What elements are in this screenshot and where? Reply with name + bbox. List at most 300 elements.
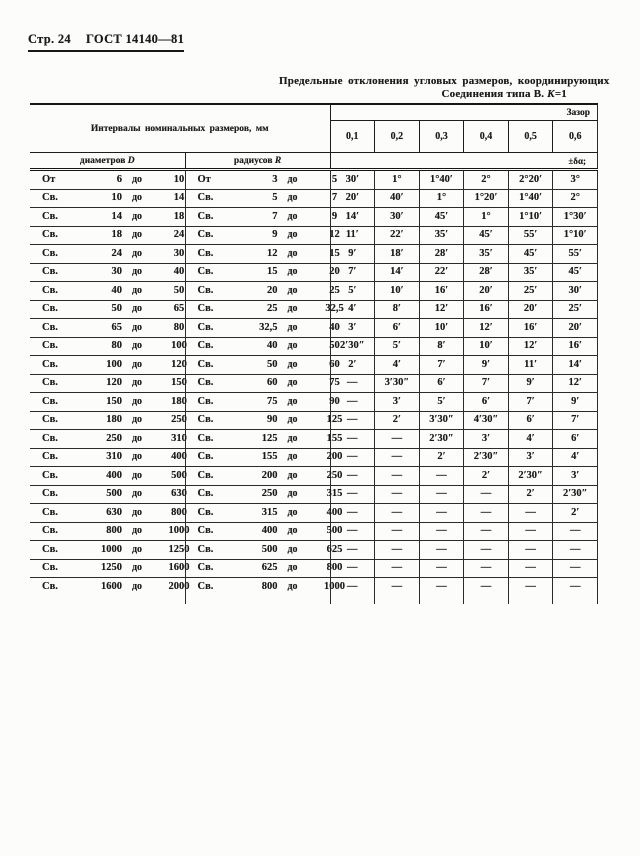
radius-interval-cell-content bbox=[197, 192, 338, 204]
radius-interval-cell-content bbox=[197, 358, 340, 371]
diameter-interval-cell-content bbox=[42, 415, 185, 426]
diameter-interval-cell-content bbox=[42, 230, 185, 241]
radius-interval-cell-content bbox=[197, 340, 340, 352]
interval-prefix: Св. bbox=[197, 395, 214, 407]
interval-from-value: 180 bbox=[106, 414, 122, 425]
interval-prefix: Св. bbox=[197, 340, 214, 351]
interval-prefix: Св. bbox=[42, 451, 58, 462]
interval-from-value: 40 bbox=[267, 340, 278, 351]
deviation-value-cell: 16′ bbox=[464, 300, 509, 319]
interval-to-word: до bbox=[131, 358, 143, 370]
deviation-value-cell: — bbox=[508, 541, 553, 560]
deviation-value-cell: — bbox=[419, 578, 464, 596]
diameter-interval-cell bbox=[30, 411, 185, 430]
diameter-interval-cell bbox=[30, 448, 185, 467]
interval-to-word: до bbox=[287, 173, 298, 185]
diameter-interval-cell bbox=[30, 578, 190, 596]
deviation-value-cell: 2′ bbox=[464, 467, 509, 486]
deviation-value-cell: — bbox=[375, 467, 420, 486]
spacer-cell bbox=[553, 596, 598, 604]
interval-to-value: 50 bbox=[329, 340, 340, 351]
deviation-value-cell: 2′ bbox=[419, 448, 464, 467]
deviation-value-cell: — bbox=[419, 559, 464, 578]
deviation-value-cell: 3′ bbox=[464, 430, 509, 449]
interval-to-word: до bbox=[131, 303, 143, 314]
diameter-interval-cell bbox=[30, 430, 185, 449]
interval-to-value: 80 bbox=[173, 321, 185, 333]
deviation-value-cell: 6′ bbox=[375, 319, 420, 338]
interval-from-value: 500 bbox=[261, 543, 278, 555]
radius-interval-cell bbox=[185, 337, 340, 356]
deviation-value-cell: 12′ bbox=[419, 300, 464, 319]
table-title bbox=[279, 75, 609, 100]
deviation-value-cell: 45′ bbox=[464, 226, 509, 245]
deviation-value-cell: 1° bbox=[419, 189, 464, 208]
interval-from-value: 24 bbox=[111, 247, 122, 259]
diameter-interval-cell bbox=[30, 485, 185, 504]
deviation-value-cell: 9′ bbox=[330, 245, 375, 264]
diameter-interval-cell-content bbox=[42, 471, 185, 482]
deviation-value-cell: — bbox=[464, 504, 509, 523]
interval-to-word: до bbox=[287, 303, 298, 314]
deviation-value-cell: 11′ bbox=[330, 226, 375, 245]
deviation-value-cell: 20′ bbox=[508, 300, 553, 319]
interval-to-value: 40 bbox=[173, 266, 185, 277]
table-row bbox=[30, 467, 598, 486]
radius-interval-cell bbox=[185, 226, 340, 245]
interval-from-value: 50 bbox=[111, 303, 122, 314]
deviation-value-cell: 5′ bbox=[375, 337, 420, 356]
interval-to-value: 800 bbox=[326, 562, 343, 573]
interval-to-value: 630 bbox=[171, 488, 187, 499]
deviation-value-cell: 55′ bbox=[553, 245, 598, 264]
interval-from-value: 10 bbox=[111, 192, 122, 203]
interval-to-word: до bbox=[287, 543, 298, 555]
diameter-interval-cell-content bbox=[42, 525, 190, 537]
spacer-cell bbox=[375, 596, 420, 604]
deviation-value-cell: 45′ bbox=[553, 263, 598, 282]
title-k-symbol: К bbox=[547, 87, 555, 100]
interval-from-value: 315 bbox=[261, 506, 278, 518]
interval-to-value: 30 bbox=[173, 247, 185, 259]
deviation-value-cell: 25′ bbox=[553, 300, 598, 319]
diameter-interval-cell bbox=[30, 282, 185, 301]
deviation-value-cell: 30′ bbox=[330, 170, 375, 190]
deviation-value-cell: 6′ bbox=[508, 411, 553, 430]
interval-to-word: до bbox=[131, 506, 143, 518]
interval-to-value: 120 bbox=[171, 358, 187, 370]
interval-to-value: 1600 bbox=[168, 562, 190, 573]
deviation-value-cell: 2′ bbox=[375, 411, 420, 430]
deviation-value-cell: 9′ bbox=[553, 393, 598, 412]
gap-value-header: 0,2 bbox=[375, 121, 420, 153]
interval-from-value: 80 bbox=[111, 340, 122, 351]
diameter-interval-cell-content bbox=[42, 452, 185, 463]
deviation-value-cell: 1°40′ bbox=[508, 189, 553, 208]
interval-to-word: до bbox=[131, 192, 143, 203]
radii-header-cell bbox=[185, 153, 330, 170]
interval-to-word: до bbox=[131, 395, 143, 407]
deviation-value-cell: 28′ bbox=[464, 263, 509, 282]
interval-to-word: до bbox=[131, 210, 143, 222]
gap-value-header: 0,3 bbox=[419, 121, 464, 153]
radius-interval-cell bbox=[185, 356, 340, 375]
table-row bbox=[30, 504, 598, 523]
interval-prefix: Св. bbox=[197, 266, 214, 277]
deviation-value-cell: 16′ bbox=[419, 282, 464, 301]
title-line2-text: Соединения типа В. bbox=[441, 87, 548, 100]
interval-to-word: до bbox=[287, 340, 298, 351]
deviation-value-cell: 2° bbox=[464, 170, 509, 190]
radius-interval-cell-content bbox=[197, 284, 340, 297]
deviation-value-cell: — bbox=[419, 467, 464, 486]
radius-interval-cell bbox=[185, 485, 343, 504]
deviation-value-cell: 14′ bbox=[375, 263, 420, 282]
interval-to-word: до bbox=[131, 414, 143, 425]
interval-from-value: 155 bbox=[261, 451, 278, 462]
interval-from-value: 65 bbox=[111, 321, 122, 333]
interval-prefix: Св. bbox=[42, 358, 58, 370]
diameter-interval-cell bbox=[30, 393, 185, 412]
interval-to-value: 800 bbox=[171, 506, 187, 518]
page-header bbox=[28, 32, 184, 52]
interval-to-value: 1000 bbox=[324, 580, 345, 592]
radius-interval-cell-content bbox=[197, 525, 343, 537]
spacer-cell bbox=[508, 596, 553, 604]
interval-from-value: 3 bbox=[272, 173, 278, 185]
radius-interval-cell-content bbox=[197, 414, 343, 426]
deviation-value-cell: 1° bbox=[464, 208, 509, 227]
deviation-value-cell: 16′ bbox=[508, 319, 553, 338]
table-row bbox=[30, 448, 598, 467]
deviation-value-cell: 9′ bbox=[508, 374, 553, 393]
interval-to-word: до bbox=[287, 562, 298, 573]
interval-to-word: до bbox=[287, 580, 298, 592]
diameter-interval-cell bbox=[30, 208, 185, 227]
interval-to-value: 60 bbox=[329, 358, 340, 370]
deviation-value-cell: 2′30″ bbox=[508, 467, 553, 486]
deviation-value-cell: — bbox=[553, 522, 598, 541]
interval-to-value: 90 bbox=[329, 395, 340, 407]
deviation-value-cell: 28′ bbox=[419, 245, 464, 264]
interval-to-word: до bbox=[287, 192, 298, 203]
deviation-value-cell: 3′ bbox=[375, 393, 420, 412]
diameter-interval-cell-content bbox=[42, 193, 185, 204]
interval-from-value: 625 bbox=[261, 562, 278, 573]
interval-to-value: 75 bbox=[329, 377, 340, 388]
deviation-value-cell: 2′ bbox=[508, 485, 553, 504]
diameter-interval-cell bbox=[30, 504, 185, 523]
diameter-interval-cell-content bbox=[42, 267, 185, 278]
deviation-value-cell: — bbox=[464, 559, 509, 578]
diameter-interval-cell-content bbox=[42, 397, 185, 408]
interval-from-value: 100 bbox=[106, 358, 122, 370]
interval-from-value: 12 bbox=[267, 247, 278, 259]
header-row-sub bbox=[30, 153, 598, 170]
diameter-symbol: D bbox=[127, 155, 135, 166]
title-k-value: =1 bbox=[554, 87, 567, 100]
interval-prefix: Св. bbox=[197, 525, 214, 536]
interval-to-word: до bbox=[287, 469, 298, 481]
gap-value-header: 0,5 bbox=[508, 121, 553, 153]
deviation-value-cell: 2′30″ bbox=[464, 448, 509, 467]
deviation-value-cell: 2′ bbox=[330, 356, 375, 375]
diameter-interval-cell-content bbox=[42, 360, 185, 371]
interval-prefix: Св. bbox=[197, 192, 214, 203]
deviation-value-cell: 12′ bbox=[464, 319, 509, 338]
table-row bbox=[30, 245, 598, 264]
deviation-value-cell: 2°20′ bbox=[508, 170, 553, 190]
diameter-interval-cell bbox=[30, 263, 185, 282]
deviation-value-cell: 12′ bbox=[553, 374, 598, 393]
interval-to-word: до bbox=[131, 321, 143, 333]
interval-to-word: до bbox=[131, 173, 143, 185]
interval-prefix: Св. bbox=[42, 580, 58, 592]
radius-interval-cell bbox=[185, 448, 343, 467]
deviation-value-cell: — bbox=[330, 559, 375, 578]
diameter-interval-cell bbox=[30, 337, 185, 356]
deviation-symbol-cell: ±δα; bbox=[330, 153, 598, 170]
deviation-value-cell: 30′ bbox=[375, 208, 420, 227]
radius-interval-cell bbox=[185, 522, 343, 541]
deviation-value-cell: 3′30″ bbox=[419, 411, 464, 430]
radius-interval-cell bbox=[185, 300, 344, 319]
spacer-cell bbox=[30, 596, 185, 604]
diameter-interval-cell-content bbox=[42, 562, 190, 574]
interval-prefix: Св. bbox=[42, 432, 58, 444]
table-row bbox=[30, 393, 598, 412]
interval-to-word: до bbox=[287, 247, 298, 259]
interval-prefix: Св. bbox=[42, 340, 58, 351]
deviation-value-cell: — bbox=[330, 485, 375, 504]
interval-to-value: 125 bbox=[326, 414, 343, 425]
interval-prefix: Св. bbox=[42, 469, 58, 481]
deviation-value-cell: 6′ bbox=[419, 374, 464, 393]
interval-prefix: Св. bbox=[42, 284, 58, 296]
radius-interval-cell-content bbox=[197, 488, 343, 500]
interval-to-value: 400 bbox=[171, 451, 187, 462]
deviation-value-cell: 10′ bbox=[375, 282, 420, 301]
interval-prefix: Св. bbox=[42, 247, 58, 259]
deviation-value-cell: 7′ bbox=[330, 263, 375, 282]
radius-interval-cell-content bbox=[197, 506, 343, 519]
deviation-value-cell: 16′ bbox=[553, 337, 598, 356]
deviation-value-cell: 7′ bbox=[553, 411, 598, 430]
table-row bbox=[30, 541, 598, 560]
deviation-value-cell: 25′ bbox=[508, 282, 553, 301]
deviation-value-cell: 1°40′ bbox=[419, 170, 464, 190]
spacer-cell bbox=[464, 596, 509, 604]
interval-to-value: 15 bbox=[329, 247, 340, 259]
interval-to-value: 150 bbox=[171, 377, 187, 388]
interval-prefix: Св. bbox=[197, 543, 214, 555]
deviation-value-cell: — bbox=[330, 430, 375, 449]
deviation-value-cell: — bbox=[375, 578, 420, 596]
radius-interval-cell-content bbox=[197, 266, 340, 278]
deviation-value-cell: 14′ bbox=[330, 208, 375, 227]
radius-interval-cell-content bbox=[197, 377, 340, 389]
interval-prefix: Св. bbox=[42, 543, 58, 555]
table-body bbox=[30, 170, 598, 596]
interval-to-word: до bbox=[131, 543, 143, 555]
diameter-interval-cell-content bbox=[42, 489, 185, 500]
interval-to-word: до bbox=[287, 358, 298, 370]
interval-to-value: 2000 bbox=[168, 580, 190, 592]
interval-to-value: 7 bbox=[331, 192, 338, 203]
interval-to-word: до bbox=[131, 488, 143, 499]
deviation-value-cell: — bbox=[330, 374, 375, 393]
interval-from-value: 60 bbox=[267, 377, 278, 388]
interval-to-word: до bbox=[287, 525, 298, 536]
deviation-value-cell: — bbox=[419, 522, 464, 541]
interval-to-value: 50 bbox=[173, 284, 185, 296]
deviation-value-cell: 22′ bbox=[375, 226, 420, 245]
page-number-label: Стр. 24 bbox=[28, 32, 71, 46]
interval-from-value: 310 bbox=[106, 451, 122, 462]
deviation-value-cell: 1°30′ bbox=[553, 208, 598, 227]
interval-prefix: Св. bbox=[197, 303, 214, 314]
radius-interval-cell-content bbox=[197, 321, 340, 334]
interval-from-value: 150 bbox=[106, 395, 122, 407]
radius-interval-cell-content bbox=[197, 247, 340, 260]
deviation-value-cell: 55′ bbox=[508, 226, 553, 245]
deviation-value-cell: 35′ bbox=[419, 226, 464, 245]
table-row bbox=[30, 411, 598, 430]
deviation-value-cell: — bbox=[330, 522, 375, 541]
interval-to-word: до bbox=[131, 229, 143, 240]
interval-to-word: до bbox=[131, 580, 143, 592]
deviation-value-cell: — bbox=[553, 541, 598, 560]
diameter-interval-cell bbox=[30, 245, 185, 264]
deviation-value-cell: — bbox=[508, 504, 553, 523]
deviation-value-cell: — bbox=[553, 559, 598, 578]
table-row bbox=[30, 282, 598, 301]
interval-from-value: 400 bbox=[106, 469, 122, 481]
interval-prefix: Св. bbox=[197, 488, 214, 499]
interval-to-word: до bbox=[131, 469, 143, 481]
interval-from-value: 120 bbox=[106, 377, 122, 388]
interval-to-value: 1250 bbox=[168, 543, 190, 555]
radius-interval-cell bbox=[185, 411, 343, 430]
deviation-value-cell: 9′ bbox=[464, 356, 509, 375]
deviation-value-cell: 10′ bbox=[464, 337, 509, 356]
deviation-value-cell: 11′ bbox=[508, 356, 553, 375]
radius-interval-cell bbox=[185, 541, 343, 560]
deviation-value-cell: 30′ bbox=[553, 282, 598, 301]
interval-to-value: 40 bbox=[329, 321, 340, 333]
interval-from-value: 125 bbox=[261, 432, 278, 444]
deviation-value-cell: 20′ bbox=[464, 282, 509, 301]
interval-prefix: Св. bbox=[197, 451, 214, 462]
diameter-interval-cell bbox=[30, 559, 190, 578]
interval-to-value: 65 bbox=[173, 303, 185, 314]
table-row bbox=[30, 189, 598, 208]
radius-interval-cell-content bbox=[197, 451, 343, 463]
radius-interval-cell bbox=[185, 170, 338, 190]
diameter-interval-cell bbox=[30, 300, 185, 319]
deviation-value-cell: 5′ bbox=[330, 282, 375, 301]
deviation-value-cell: 3′30″ bbox=[375, 374, 420, 393]
deviation-value-cell: 35′ bbox=[508, 263, 553, 282]
deviation-value-cell: 4′ bbox=[330, 300, 375, 319]
interval-from-value: 30 bbox=[111, 266, 122, 277]
deviation-value-cell: 35′ bbox=[464, 245, 509, 264]
radius-interval-cell-content bbox=[197, 173, 338, 186]
deviation-value-cell: 3° bbox=[553, 170, 598, 190]
deviation-value-cell: 4′ bbox=[508, 430, 553, 449]
diameter-interval-cell-content bbox=[42, 543, 190, 556]
interval-to-word: до bbox=[287, 229, 298, 240]
radius-interval-cell bbox=[185, 282, 340, 301]
interval-to-value: 14 bbox=[173, 192, 185, 203]
table-title-line1: Предельные отклонения угловых размеров, координирующих bbox=[279, 75, 610, 87]
deviation-value-cell: 6′ bbox=[464, 393, 509, 412]
interval-prefix: Св. bbox=[42, 303, 58, 314]
diameter-interval-cell-content bbox=[42, 508, 185, 519]
deviation-value-cell: — bbox=[464, 541, 509, 560]
deviation-value-cell: — bbox=[330, 467, 375, 486]
interval-to-word: до bbox=[131, 284, 143, 296]
diameter-interval-cell bbox=[30, 522, 190, 541]
interval-to-word: до bbox=[287, 321, 298, 333]
table-row bbox=[30, 522, 598, 541]
interval-to-word: до bbox=[131, 451, 143, 462]
interval-from-value: 1600 bbox=[101, 580, 122, 592]
interval-prefix: Св. bbox=[42, 377, 58, 388]
deviation-value-cell: 2′30″ bbox=[553, 485, 598, 504]
diameter-interval-cell-content bbox=[42, 323, 185, 334]
interval-prefix: Св. bbox=[42, 395, 58, 407]
diameter-interval-cell-content bbox=[42, 286, 185, 297]
table-row bbox=[30, 226, 598, 245]
deviation-value-cell: — bbox=[419, 485, 464, 504]
radius-interval-cell-content bbox=[197, 395, 340, 408]
diameter-interval-cell bbox=[30, 467, 185, 486]
deviation-value-cell: 1°10′ bbox=[508, 208, 553, 227]
deviation-value-cell: 6′ bbox=[553, 430, 598, 449]
interval-to-value: 100 bbox=[171, 340, 187, 351]
interval-from-value: 50 bbox=[267, 358, 278, 370]
interval-to-value: 500 bbox=[171, 469, 187, 481]
table-row bbox=[30, 208, 598, 227]
deviation-value-cell: — bbox=[508, 578, 553, 596]
interval-to-value: 155 bbox=[326, 432, 343, 444]
deviation-value-cell: 45′ bbox=[508, 245, 553, 264]
radius-interval-cell-content bbox=[197, 229, 340, 241]
table-row bbox=[30, 374, 598, 393]
table-foot bbox=[30, 596, 598, 604]
interval-to-word: до bbox=[287, 488, 298, 499]
interval-to-value: 10 bbox=[173, 173, 185, 185]
radius-interval-cell-content bbox=[197, 303, 344, 315]
deviation-value-cell: 1°10′ bbox=[553, 226, 598, 245]
deviation-value-cell: 1°20′ bbox=[464, 189, 509, 208]
gap-header-cell: Зазор bbox=[330, 104, 598, 121]
interval-to-word: до bbox=[287, 210, 298, 222]
radius-interval-cell bbox=[185, 430, 343, 449]
interval-to-word: до bbox=[287, 451, 298, 462]
interval-to-value: 12 bbox=[329, 229, 340, 240]
angular-deviations-table bbox=[30, 103, 598, 604]
radius-interval-cell bbox=[185, 245, 340, 264]
radius-interval-cell-content bbox=[197, 432, 343, 445]
interval-from-value: 400 bbox=[261, 525, 278, 536]
interval-prefix: Св. bbox=[197, 562, 214, 573]
radius-interval-cell bbox=[185, 189, 338, 208]
diameter-interval-cell-content bbox=[42, 580, 190, 593]
table-row bbox=[30, 559, 598, 578]
interval-to-value: 310 bbox=[171, 432, 187, 444]
